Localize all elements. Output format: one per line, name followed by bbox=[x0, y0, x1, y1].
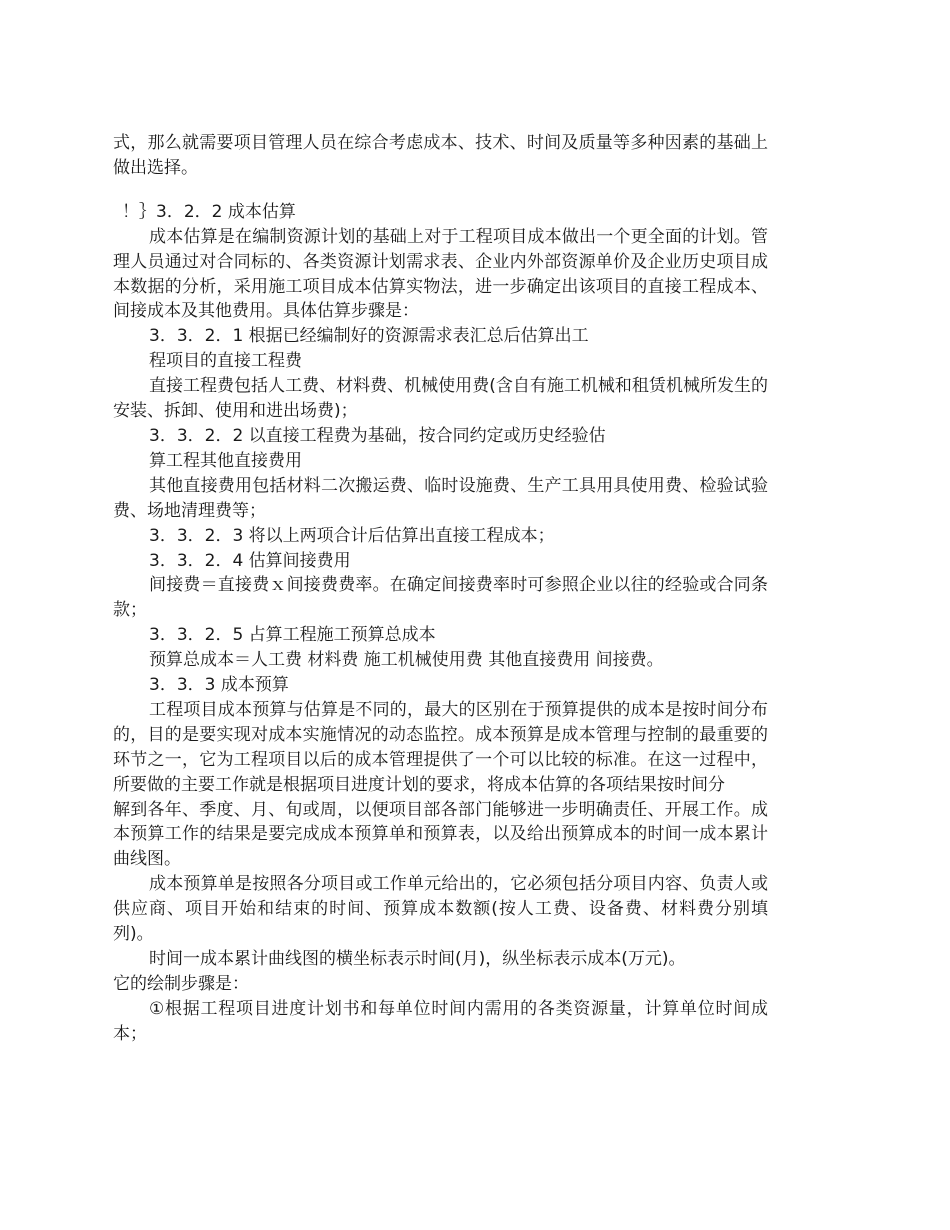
section-heading-3-2-2: ！｝3．2．2 成本估算 bbox=[122, 201, 296, 222]
paragraph-continuation: 式，那么就需要项目管理人员在综合考虑成本、技术、时间及质量等多种因素的基础上做出选择。 bbox=[113, 133, 768, 178]
section-heading-3-3-3: 3．3．3 成本预算 bbox=[149, 675, 289, 696]
paragraph-budget-sheet: 成本预算单是按照各分项目或工作单元给出的，它必须包括分项目内容、负责人或供应商、项目开始和结束的时间、预算成本数额(按人工费、设备费、材料费分别填列)。 bbox=[113, 874, 768, 945]
paragraph-cost-budget: 工程项目成本预算与估算是不同的，最大的区别在于预算提供的成本是按时间分布的，目的是要实现对成本实施情况的动态监控。成本预算是成本管理与控制的最重要的环节之一，它为工程项目以后的成本管理提供了一个可以比较的标准。在这一过程中，所要做的主要工作就是根据项目进度计划的要求，将成本估算的各项结果按时间分 bbox=[113, 699, 768, 795]
step-heading-3-3-2-4: 3．3．2．4 估算间接费用 bbox=[149, 550, 351, 571]
paragraph-cost-estimation: 成本估算是在编制资源计划的基础上对于工程项目成本做出一个更全面的计划。管理人员通过对合同标的、各类资源计划需求表、企业内外部资源单价及企业历史项目成本数据的分析，采用施工项目成本估算实物法，进一步确定出该项目的直接工程成本、间接成本及其他费用。具体估算步骤是： bbox=[113, 226, 768, 322]
paragraph-time-cost-curve: 时间一成本累计曲线图的横坐标表示时间(月)，纵坐标表示成本(万元)。 bbox=[149, 949, 686, 969]
document-body bbox=[113, 131, 768, 1047]
list-item-step-1: ①根据工程项目进度计划书和每单位时间内需用的各类资源量，计算单位时间成本； bbox=[113, 998, 768, 1044]
step-heading-3-3-2-5: 3．3．2．5 占算工程施工预算总成本 bbox=[149, 625, 436, 646]
step-heading-3-3-2-3: 3．3．2．3 将以上两项合计后估算出直接工程成本； bbox=[149, 525, 555, 546]
paragraph-direct-cost: 直接工程费包括人工费、材料费、机械使用费(含自有施工机械和租赁机械所发生的安装、拆卸、使用和进出场费)； bbox=[113, 376, 768, 422]
step-heading-3-3-2-2-line1: 3．3．2．2 以直接工程费为基础，按合同约定或历史经验估 bbox=[149, 425, 606, 446]
step-heading-3-3-2-1-line2: 程项目的直接工程费 bbox=[149, 351, 302, 372]
paragraph-indirect-cost: 间接费＝直接费ｘ间接费费率。在确定间接费率时可参照企业以往的经验或合同条款； bbox=[113, 575, 768, 621]
paragraph-drawing-steps-intro: 它的绘制步骤是： bbox=[113, 973, 249, 994]
formula-total-budget: 预算总成本＝人工费 材料费 施工机械使用费 其他直接费用 间接费。 bbox=[149, 650, 664, 671]
paragraph-other-direct-cost: 其他直接费用包括材料二次搬运费、临时设施费、生产工具用具使用费、检验试验费、场地清理费等； bbox=[113, 475, 768, 521]
step-heading-3-3-2-1-line1: 3．3．2．1 根据已经编制好的资源需求表汇总后估算出工 bbox=[149, 326, 589, 347]
step-heading-3-3-2-2-line2: 算工程其他直接费用 bbox=[149, 450, 302, 471]
paragraph-cost-budget-continued: 解到各年、季度、月、旬或周，以便项目部各部门能够进一步明确责任、开展工作。成本预算工作的结果是要完成成本预算单和预算表，以及给出预算成本的时间一成本累计曲线图。 bbox=[113, 799, 768, 870]
